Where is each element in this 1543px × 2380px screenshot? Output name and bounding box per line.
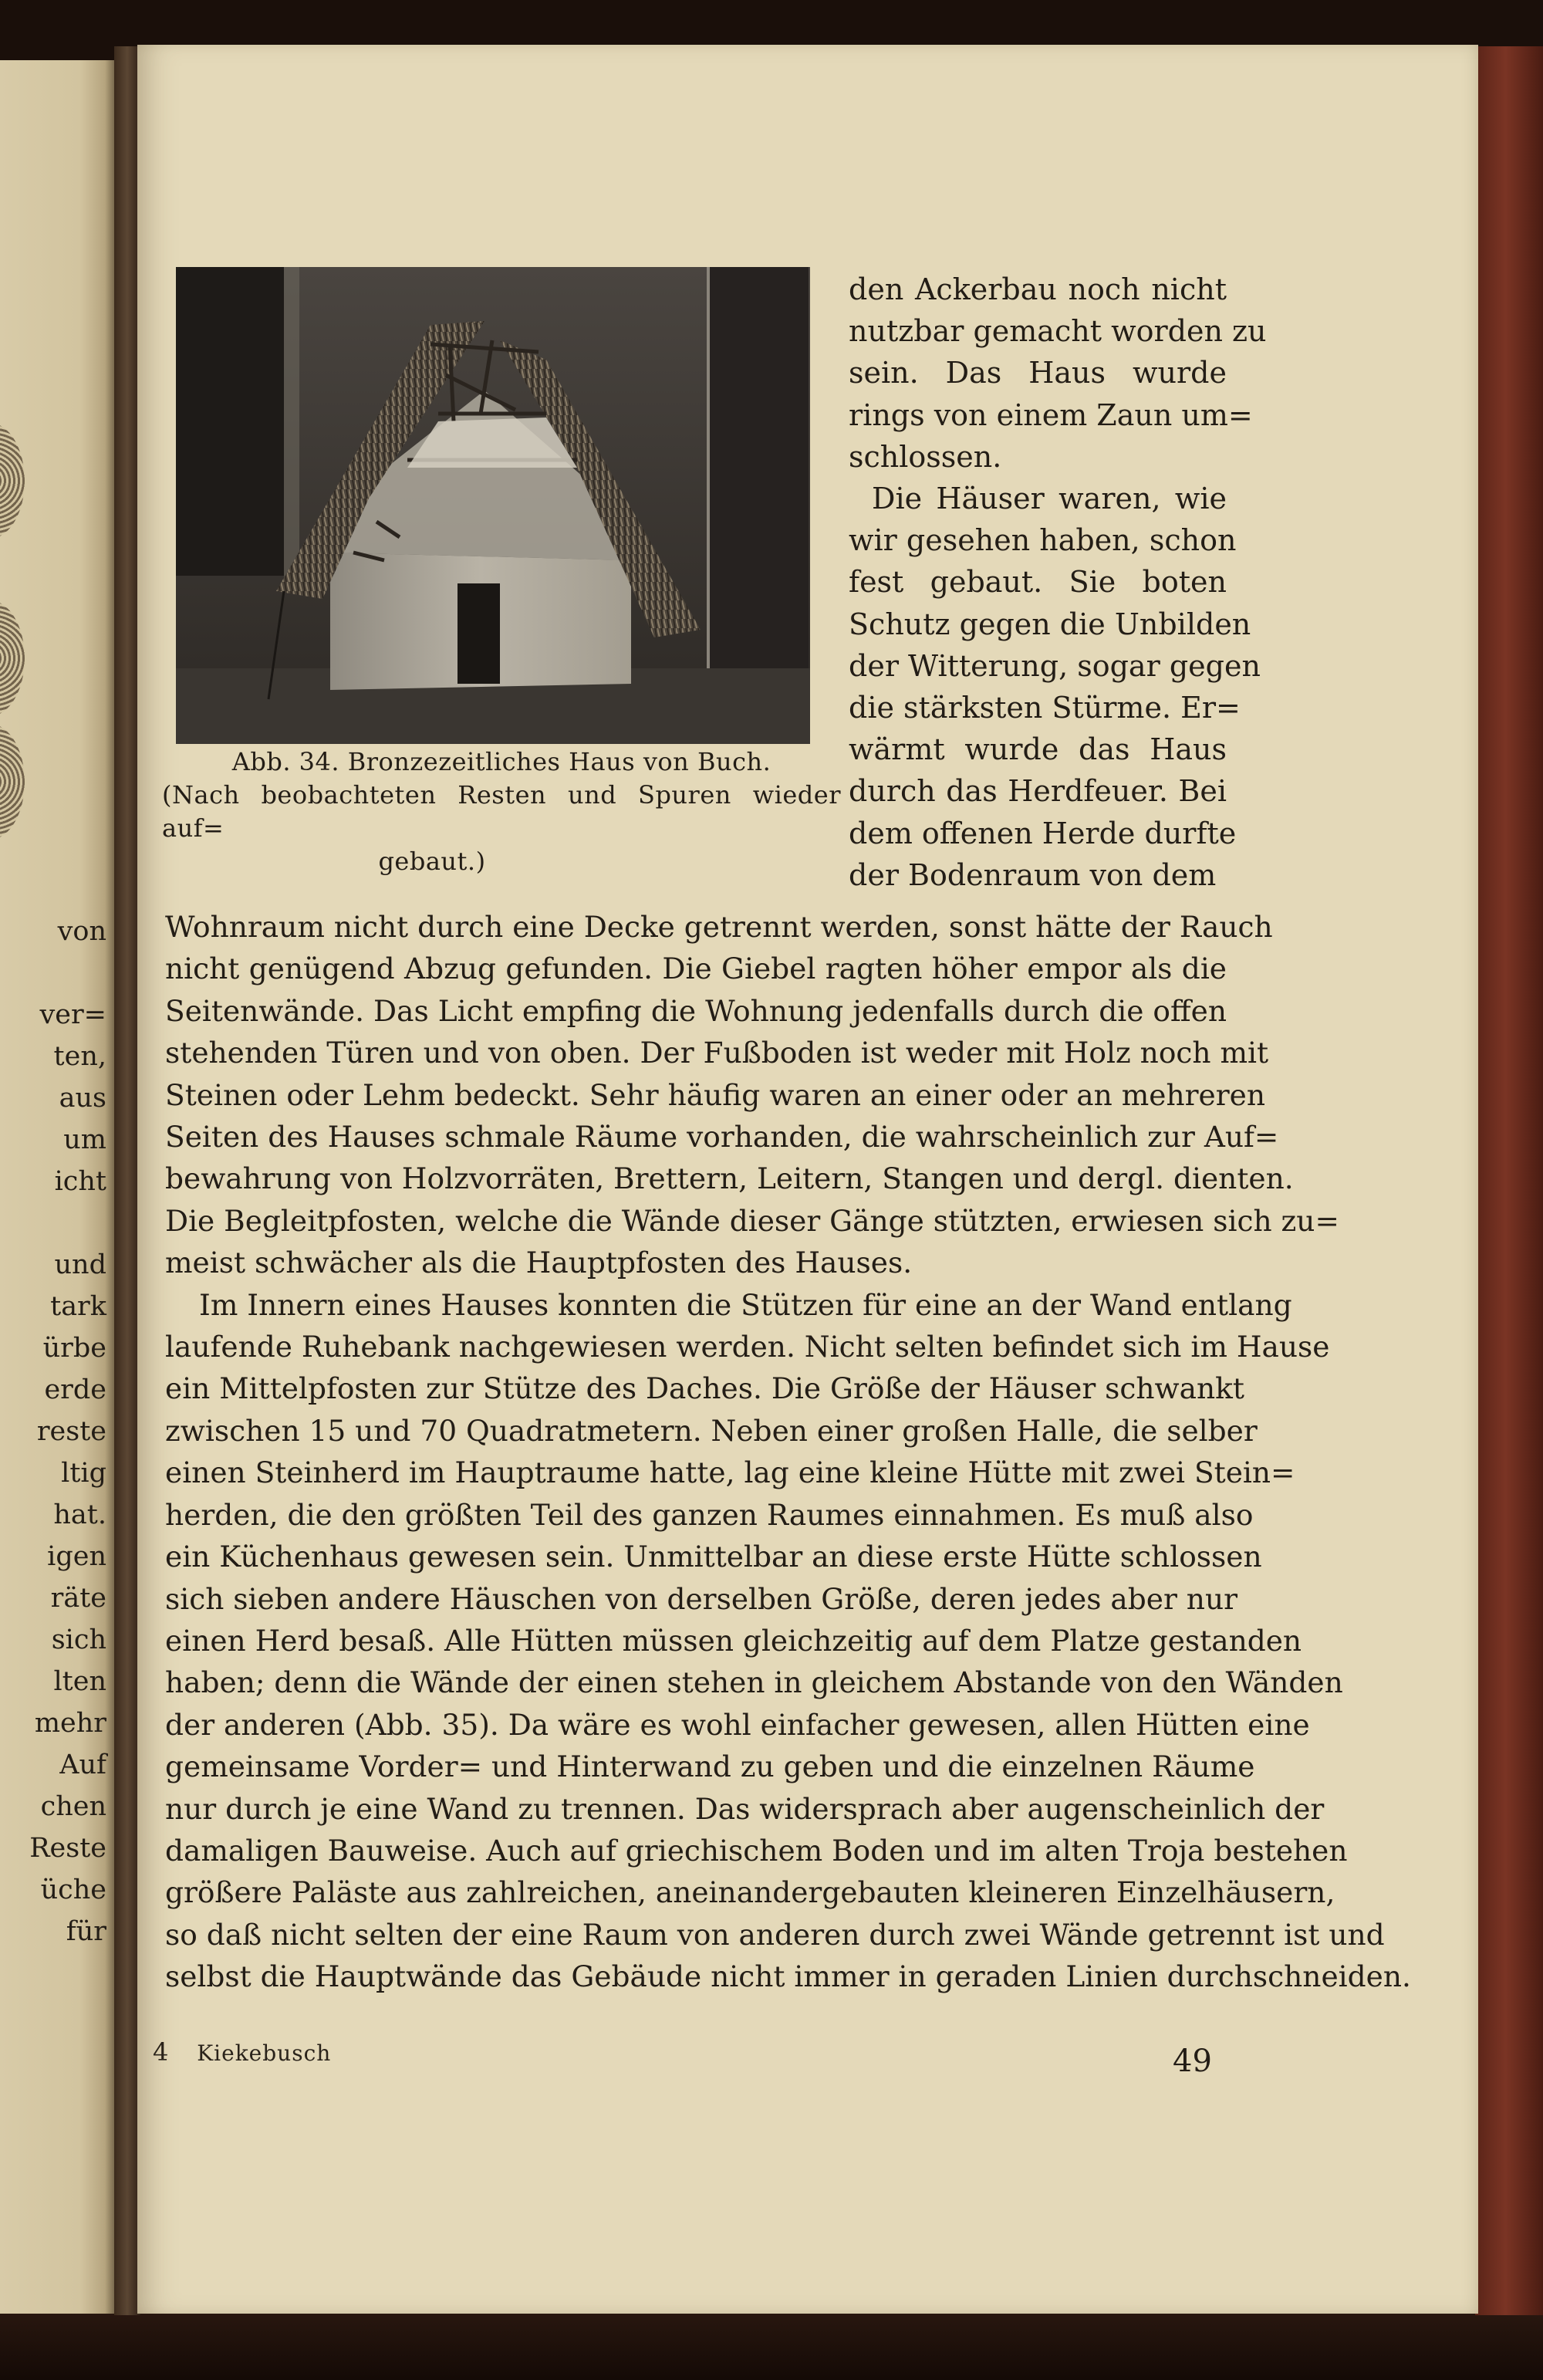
text-line: haben; denn die Wände der einen stehen in gleichem Abstande von den Wänden: [165, 1665, 1343, 1700]
margin-fragment: hat.: [53, 1499, 106, 1530]
margin-fragment: Auf: [59, 1750, 106, 1780]
margin-fragment: räte: [50, 1583, 106, 1614]
left-page-ornament: [0, 724, 25, 840]
text-line: Im Innern eines Hauses konnten die Stützen für eine an der Wand entlang: [199, 1287, 1292, 1322]
text-line: nutzbar gemacht worden zu: [849, 314, 1267, 349]
margin-fragment: lten: [53, 1666, 106, 1697]
right-column-text: [849, 269, 1267, 896]
text-line: wärmt wurde das Haus: [849, 732, 1227, 767]
text-line: Die Häuser waren, wie: [872, 482, 1227, 516]
left-page-ornament: [0, 423, 25, 539]
text-line: bewahrung von Holzvorräten, Brettern, Leitern, Stangen und dergl. dienten.: [165, 1161, 1294, 1196]
margin-fragment: igen: [47, 1541, 106, 1572]
text-line: einen Herd besaß. Alle Hütten müssen gleichzeitig auf dem Platze gestanden: [165, 1623, 1302, 1658]
text-line: nur durch je eine Wand zu trennen. Das widersprach aber augenscheinlich der: [165, 1791, 1325, 1826]
text-line: zwischen 15 und 70 Quadratmetern. Neben einer großen Halle, die selber: [165, 1413, 1258, 1448]
margin-fragment: von: [57, 916, 106, 947]
text-line: laufende Ruhebank nachgewiesen werden. Nicht selten befindet sich im Hause: [165, 1330, 1330, 1364]
margin-fragment: ltig: [61, 1458, 106, 1489]
text-line: Schutz gegen die Unbilden: [849, 607, 1251, 641]
margin-fragment: mehr: [34, 1708, 106, 1739]
text-line: so daß nicht selten der eine Raum von anderen durch zwei Wände getrennt ist und: [165, 1917, 1385, 1952]
figure-photo-bronze-age-house: [176, 267, 810, 744]
text-line: größere Paläste aus zahlreichen, aneinandergebauten kleineren Einzelhäusern,: [165, 1875, 1335, 1910]
margin-fragment: sich: [51, 1624, 106, 1655]
text-line: sich sieben andere Häuschen von derselben Größe, deren jedes aber nur: [165, 1581, 1238, 1616]
left-page-ornament: [0, 600, 25, 716]
body-text: [165, 906, 1411, 1998]
book-gutter: [114, 46, 140, 2315]
margin-fragment: für: [66, 1916, 106, 1947]
text-line: dem offenen Herde durfte: [849, 816, 1237, 850]
text-line: selbst die Hauptwände das Gebäude nicht immer in geraden Linien durchschneiden.: [165, 1959, 1411, 1994]
text-line: meist schwächer als die Hauptpfosten des Hauses.: [165, 1246, 913, 1280]
margin-fragment: und: [54, 1249, 106, 1280]
text-line: wir gesehen haben, schon: [849, 523, 1237, 558]
text-line: sein. Das Haus wurde: [849, 356, 1227, 390]
margin-fragment: ver=: [39, 999, 106, 1030]
left-page-text-fragments: [0, 911, 108, 1952]
text-line: einen Steinherd im Hauptraume hatte, lag eine kleine Hütte mit zwei Stein=: [165, 1455, 1295, 1490]
text-line: durch das Herdfeuer. Bei: [849, 774, 1227, 809]
text-line: der Bodenraum von dem: [849, 857, 1217, 892]
text-line: der Witterung, sogar gegen: [849, 648, 1261, 683]
caption-line: Abb. 34. Bronzezeitliches Haus von Buch.: [231, 747, 772, 776]
text-line: Die Begleitpfosten, welche die Wände dieser Gänge stützten, erwiesen sich zu=: [165, 1203, 1339, 1238]
margin-fragment: erde: [44, 1374, 106, 1405]
text-line: die stärksten Stürme. Er=: [849, 691, 1241, 725]
text-line: den Ackerbau noch nicht: [849, 272, 1227, 306]
text-line: herden, die den größten Teil des ganzen Raumes einnahmen. Es muß also: [165, 1497, 1254, 1532]
text-line: Seitenwände. Das Licht empfing die Wohnung jedenfalls durch die offen: [165, 993, 1227, 1028]
house-door: [457, 583, 500, 684]
text-line: Steinen oder Lehm bedeckt. Sehr häufig waren an einer oder an mehreren: [165, 1077, 1266, 1112]
margin-fragment: reste: [36, 1416, 106, 1447]
margin-fragment: um: [63, 1124, 106, 1155]
signature-number: 4: [153, 2037, 170, 2067]
book-cover-bottom: [0, 2307, 1543, 2380]
page-number: 49: [1173, 2044, 1212, 2079]
margin-fragment: tark: [50, 1291, 106, 1322]
text-line: damaligen Bauweise. Auch auf griechischem Boden und im alten Troja bestehen: [165, 1833, 1348, 1868]
margin-fragment: [0, 952, 106, 994]
text-line: Seiten des Hauses schmale Räume vorhanden, die wahrscheinlich zur Auf=: [165, 1120, 1279, 1155]
text-line: Wohnraum nicht durch eine Decke getrennt werden, sonst hätte der Rauch: [165, 910, 1273, 944]
margin-fragment: ürbe: [42, 1333, 106, 1364]
text-line: stehenden Türen und von oben. Der Fußboden ist weder mit Holz noch mit: [165, 1036, 1269, 1070]
caption-line: (Nach beobachteten Resten und Spuren wieder auf=: [162, 780, 841, 843]
caption-line: gebaut.): [378, 847, 486, 876]
margin-fragment: üche: [40, 1875, 106, 1905]
margin-fragment: chen: [40, 1791, 106, 1822]
margin-fragment: [0, 1202, 106, 1244]
text-line: gemeinsame Vorder= und Hinterwand zu geben und die einzelnen Räume: [165, 1750, 1255, 1784]
text-line: schlossen.: [849, 439, 1002, 474]
text-line: rings von einem Zaun um=: [849, 397, 1253, 432]
margin-fragment: Reste: [29, 1833, 106, 1864]
figure-caption: [162, 745, 841, 878]
printer-signature: [153, 2037, 331, 2067]
margin-fragment: icht: [54, 1166, 106, 1197]
text-line: ein Mittelpfosten zur Stütze des Daches. Die Größe der Häuser schwankt: [165, 1371, 1244, 1406]
book-cover-edge: [1475, 46, 1543, 2315]
text-line: nicht genügend Abzug gefunden. Die Giebel ragten höher empor als die: [165, 952, 1227, 986]
signature-name: Kiekebusch: [197, 2040, 332, 2066]
margin-fragment: ten,: [53, 1041, 106, 1072]
house-photo: [176, 267, 810, 744]
text-line: ein Küchenhaus gewesen sein. Unmittelbar an diese erste Hütte schlossen: [165, 1540, 1262, 1574]
text-line: fest gebaut. Sie boten: [849, 565, 1227, 600]
margin-fragment: aus: [59, 1083, 106, 1114]
photo-dark-left: [176, 267, 284, 576]
text-line: der anderen (Abb. 35). Da wäre es wohl einfacher gewesen, allen Hütten eine: [165, 1707, 1310, 1742]
